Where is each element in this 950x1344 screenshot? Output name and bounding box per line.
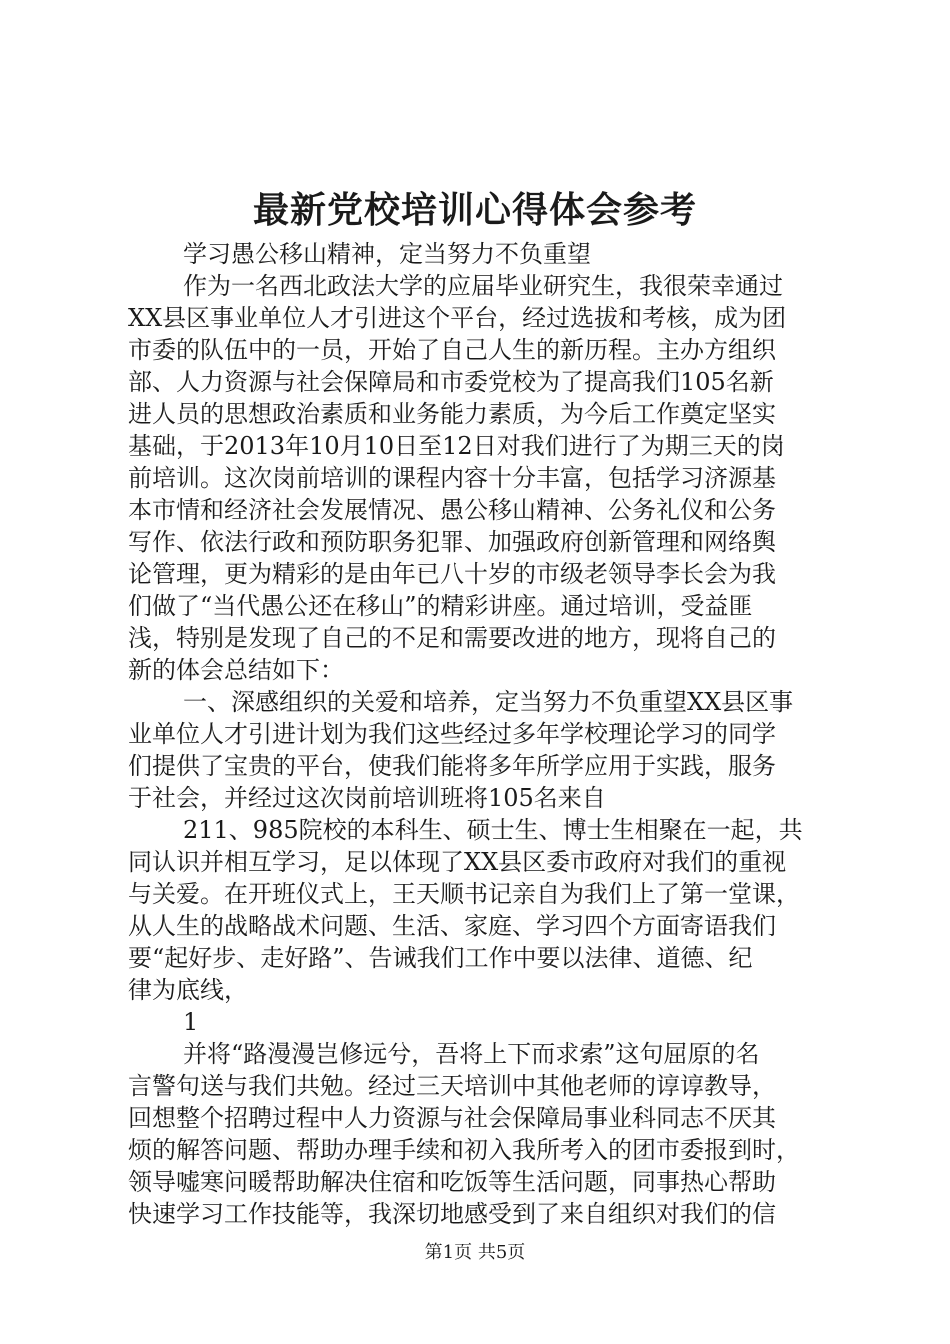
paragraph-line: 们做了“当代愚公还在移山”的精彩讲座。通过培训，受益匪: [128, 592, 753, 620]
paragraph-line: 211、985院校的本科生、硕士生、博士生相聚在一起，共: [183, 816, 803, 844]
paragraph-line: 市委的队伍中的一员，开始了自己人生的新历程。主办方组织: [128, 336, 776, 364]
paragraph-line: 们提供了宝贵的平台，使我们能将多年所学应用于实践，服务: [128, 752, 776, 780]
document-title: 最新党校培训心得体会参考: [252, 189, 697, 231]
document-subtitle: 学习愚公移山精神，定当努力不负重望: [183, 240, 591, 268]
paragraph-line: 快速学习工作技能等，我深切地感受到了来自组织对我们的信: [128, 1200, 776, 1228]
paragraph-line: 前培训。这次岗前培训的课程内容十分丰富，包括学习济源基: [128, 464, 776, 492]
paragraph-line: 烦的解答问题、帮助办理手续和初入我所考入的团市委报到时，: [128, 1136, 800, 1164]
paragraph-line: 部、人力资源与社会保障局和市委党校为了提高我们105名新: [128, 368, 774, 396]
paragraph-line: 新的体会总结如下：: [128, 656, 344, 684]
paragraph-line: 与关爱。在开班仪式上，王天顺书记亲自为我们上了第一堂课，: [128, 880, 800, 908]
paragraph-line: 从人生的战略战术问题、生活、家庭、学习四个方面寄语我们: [128, 912, 776, 940]
paragraph-line: 一、深感组织的关爱和培养，定当努力不负重望XX县区事: [183, 688, 794, 716]
paragraph-line: 基础，于2013年10月10日至12日对我们进行了为期三天的岗: [128, 432, 785, 460]
paragraph-line: 言警句送与我们共勉。经过三天培训中其他老师的谆谆教导，: [128, 1072, 776, 1100]
paragraph-line: 进人员的思想政治素质和业务能力素质，为今后工作奠定坚实: [128, 400, 776, 428]
inline-page-number: 1: [183, 1008, 199, 1036]
paragraph-line: XX县区事业单位人才引进这个平台，经过选拔和考核，成为团: [128, 304, 787, 332]
paragraph-line: 本市情和经济社会发展情况、愚公移山精神、公务礼仪和公务: [128, 496, 776, 524]
paragraph-line: 同认识并相互学习，足以体现了XX县区委市政府对我们的重视: [128, 848, 787, 876]
paragraph-line: 作为一名西北政法大学的应届毕业研究生，我很荣幸通过: [183, 272, 783, 300]
paragraph-line: 写作、依法行政和预防职务犯罪、加强政府创新管理和网络舆: [128, 528, 776, 556]
paragraph-line: 领导嘘寒问暖帮助解决住宿和吃饭等生活问题，同事热心帮助: [128, 1168, 776, 1196]
paragraph-line: 于社会，并经过这次岗前培训班将105名来自: [128, 784, 606, 812]
paragraph-line: 律为底线，: [128, 976, 248, 1004]
paragraph-line: 论管理，更为精彩的是由年已八十岁的市级老领导李长会为我: [128, 560, 776, 588]
paragraph-line: 业单位人才引进计划为我们这些经过多年学校理论学习的同学: [128, 720, 776, 748]
paragraph-line: 要“起好步、走好路”、告诫我们工作中要以法律、道德、纪: [128, 944, 753, 972]
page-footer: 第1页 共5页: [424, 1242, 526, 1263]
paragraph-line: 浅，特别是发现了自己的不足和需要改进的地方，现将自己的: [128, 624, 776, 652]
paragraph-line: 并将“路漫漫岂修远兮，吾将上下而求索”这句屈原的名: [183, 1040, 760, 1068]
paragraph-line: 回想整个招聘过程中人力资源与社会保障局事业科同志不厌其: [128, 1104, 776, 1132]
